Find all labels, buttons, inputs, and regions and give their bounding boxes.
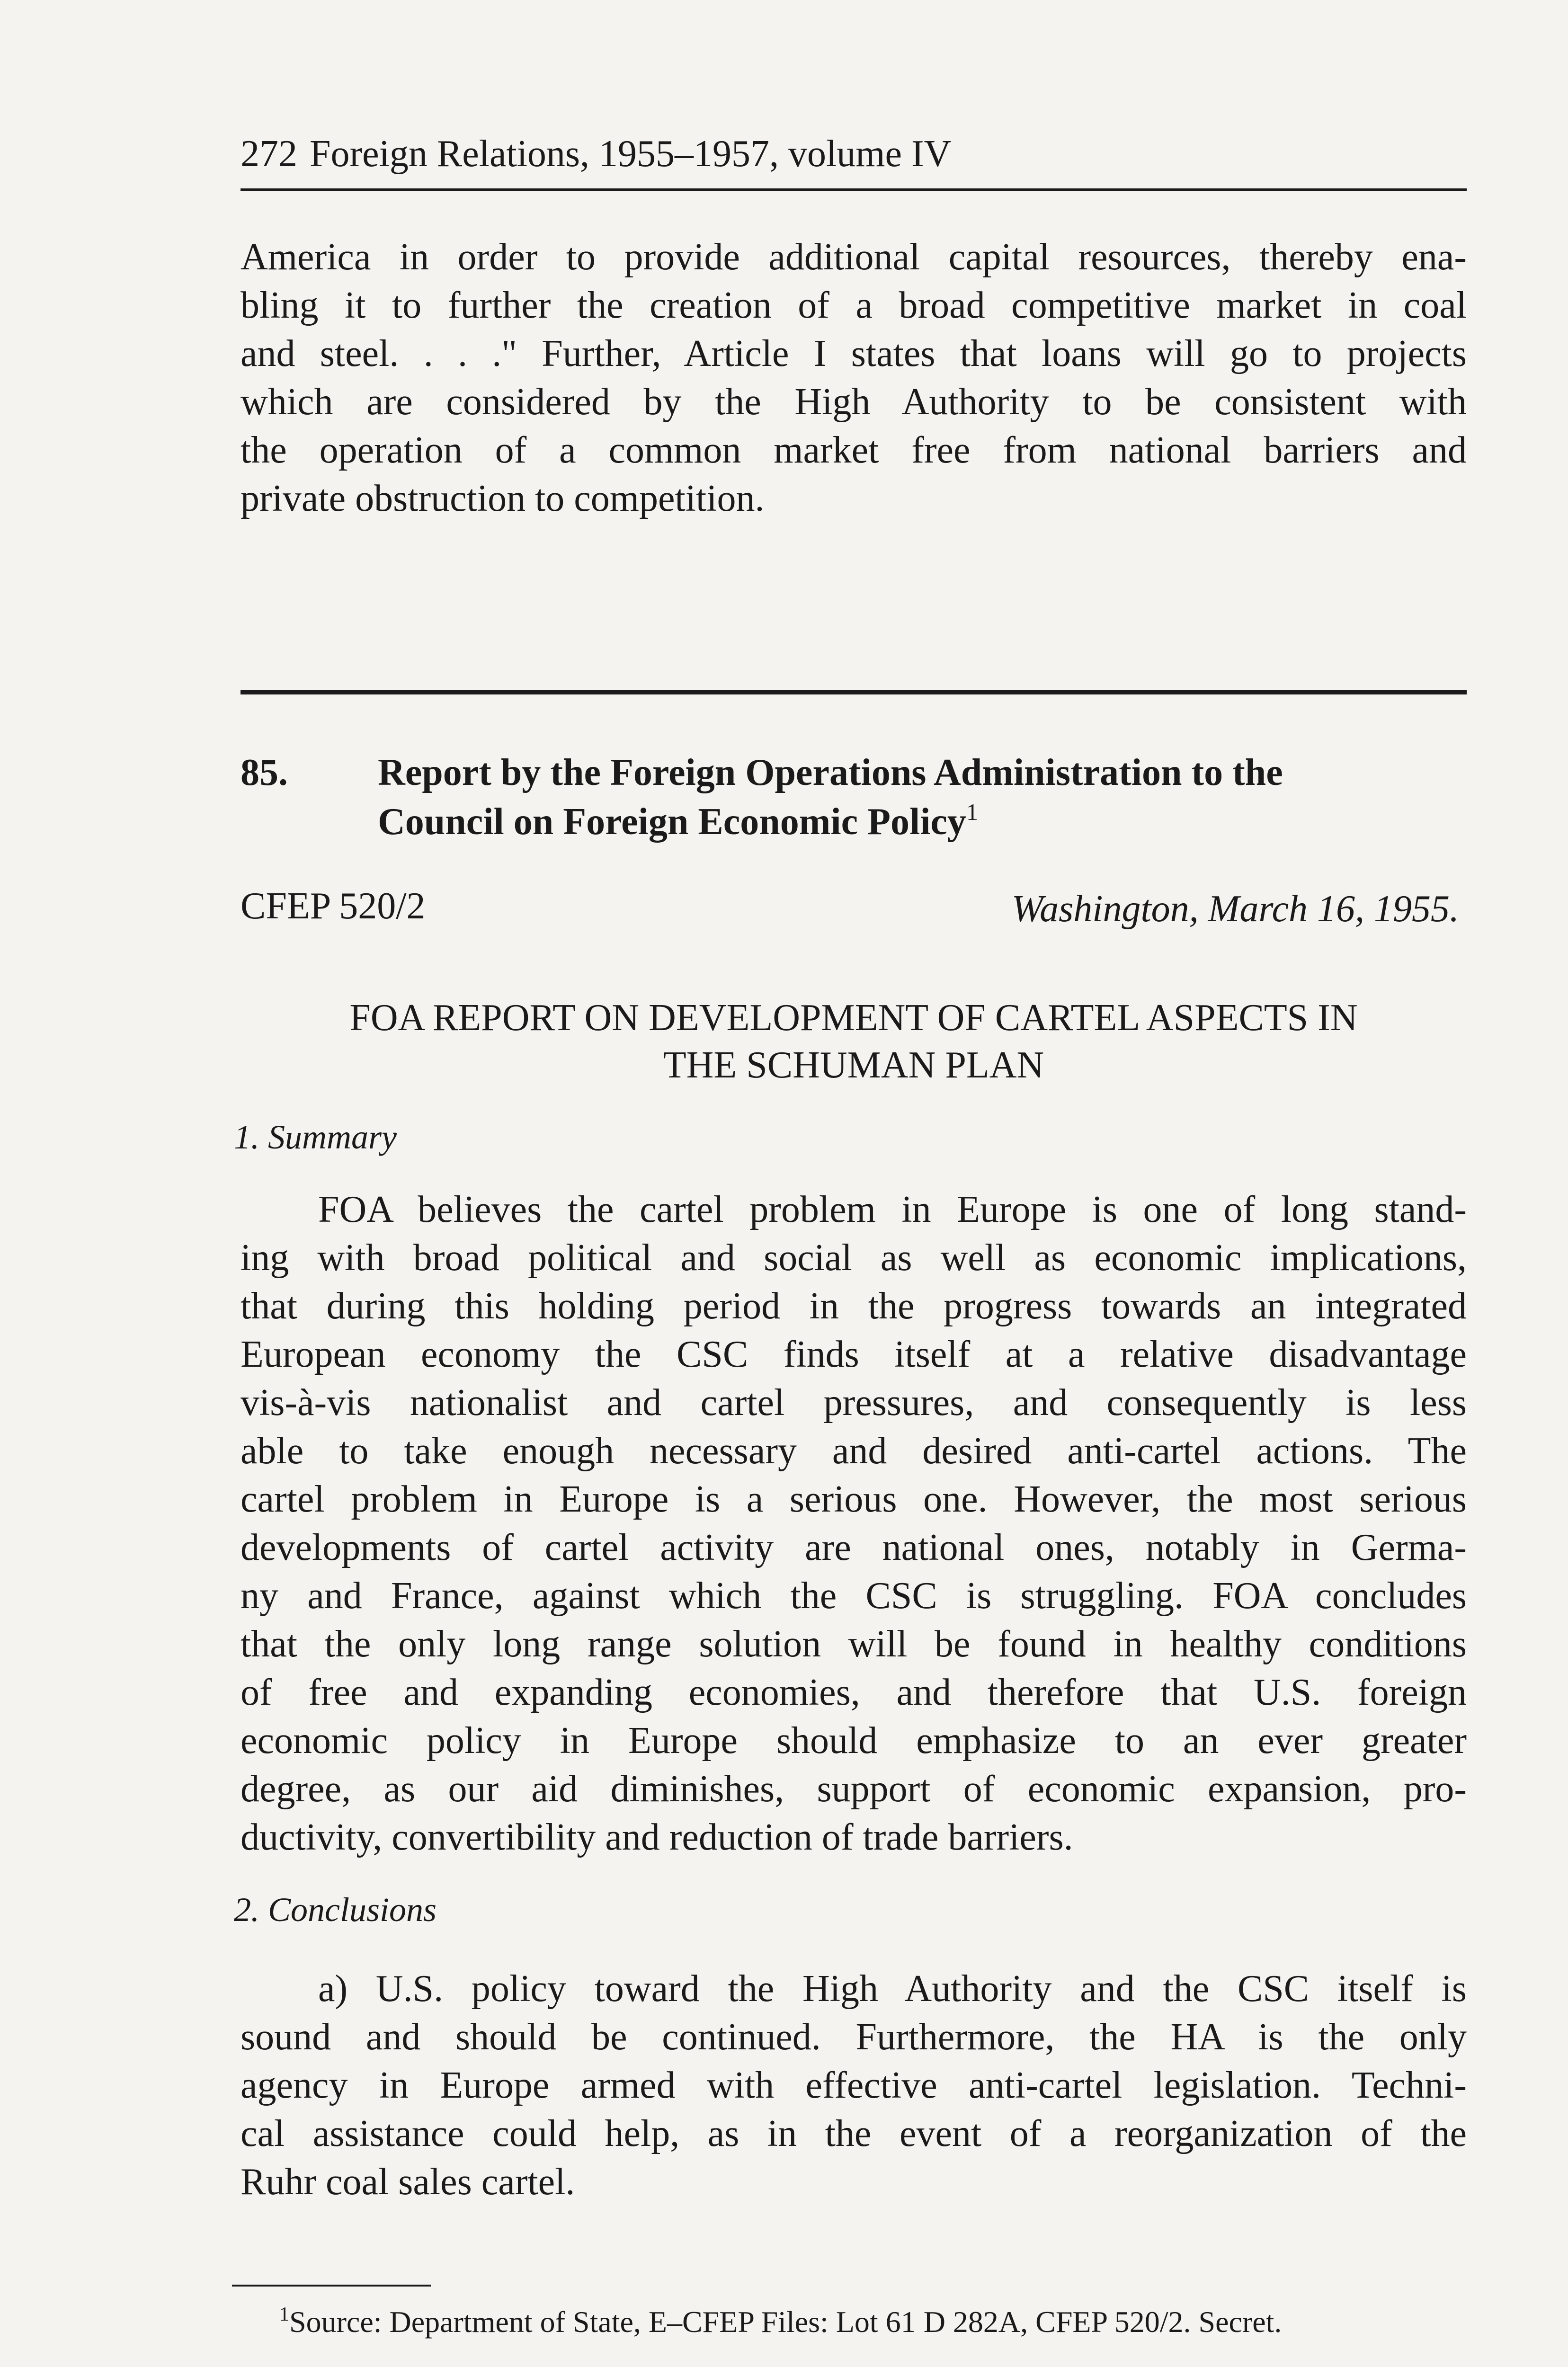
running-head	[241, 128, 1467, 180]
text-line: private obstruction to competition.	[241, 478, 765, 519]
report-title-line: THE SCHUMAN PLAN	[663, 1044, 1044, 1086]
continuation-paragraph	[241, 233, 1467, 523]
text-line: and steel. . . ." Further, Article I states that loans will go to projects	[241, 333, 1467, 374]
text-line: that during this holding period in the progress towards an integrated	[241, 1285, 1467, 1327]
text-line: FOA believes the cartel problem in Europe is one of long stand-	[318, 1189, 1467, 1230]
footnote-marker: 1	[966, 799, 978, 825]
text-line: sound and should be continued. Furthermore, the HA is the only	[241, 2016, 1467, 2058]
running-head-title: Foreign Relations, 1955–1957, volume IV	[310, 133, 952, 175]
footnote-text: Source: Department of State, E–CFEP Files: Lot 61 D 282A, CFEP 520/2. Secret.	[289, 2305, 1282, 2339]
document-title-line: Report by the Foreign Operations Administration to the	[378, 752, 1283, 793]
text-line: bling it to further the creation of a broad competitive market in coal	[241, 285, 1467, 326]
text-line: cal assistance could help, as in the event of a reorganization of the	[241, 2113, 1467, 2154]
text-line: agency in Europe armed with effective anti-cartel legislation. Techni-	[241, 2064, 1467, 2106]
conclusions-heading: 2. Conclusions	[234, 1891, 437, 1929]
footnote	[279, 2301, 1453, 2343]
text-line: vis-à-vis nationalist and cartel pressures, and consequently is less	[241, 1382, 1467, 1424]
header-rule	[241, 188, 1467, 191]
text-line: developments of cartel activity are national ones, notably in Germa-	[241, 1527, 1467, 1568]
text-line: Ruhr coal sales cartel.	[241, 2161, 575, 2203]
text-line: ny and France, against which the CSC is struggling. FOA concludes	[241, 1575, 1467, 1617]
document-number: 85.	[241, 752, 288, 793]
text-line: ing with broad political and social as well as economic implications,	[241, 1237, 1467, 1279]
text-line: the operation of a common market free from national barriers and	[241, 429, 1467, 471]
summary-paragraph	[241, 1185, 1467, 1861]
conclusions-paragraph	[241, 1965, 1467, 2206]
text-line: America in order to provide additional capital resources, thereby ena-	[241, 236, 1467, 278]
document-title	[378, 748, 1467, 846]
text-line: ductivity, convertibility and reduction of trade barriers.	[241, 1816, 1073, 1858]
document-id: CFEP 520/2	[241, 885, 426, 927]
text-line: European economy the CSC finds itself at a relative disadvantage	[241, 1334, 1467, 1375]
text-line: a) U.S. policy toward the High Authority and the CSC itself is	[318, 1968, 1467, 2010]
text-line: cartel problem in Europe is a serious one. However, the most serious	[241, 1478, 1467, 1520]
dateline: Washington, March 16, 1955.	[1011, 888, 1459, 930]
footnote-number: 1	[279, 2304, 289, 2325]
text-line: of free and expanding economies, and therefore that U.S. foreign	[241, 1672, 1467, 1713]
text-line: which are considered by the High Authority to be consistent with	[241, 381, 1467, 423]
text-line: that the only long range solution will be found in healthy conditions	[241, 1623, 1467, 1665]
footnote-rule	[232, 2285, 431, 2287]
report-title-line: FOA REPORT ON DEVELOPMENT OF CARTEL ASPECTS IN	[349, 997, 1358, 1039]
text-line: degree, as our aid diminishes, support of economic expansion, pro-	[241, 1768, 1467, 1810]
summary-heading: 1. Summary	[234, 1118, 397, 1156]
report-title	[241, 994, 1467, 1089]
text-line: able to take enough necessary and desired anti-cartel actions. The	[241, 1430, 1467, 1472]
page-number: 272	[241, 133, 297, 175]
section-divider	[241, 690, 1467, 694]
text-line: economic policy in Europe should emphasize to an ever greater	[241, 1720, 1467, 1762]
document-title-line: Council on Foreign Economic Policy	[378, 801, 966, 843]
